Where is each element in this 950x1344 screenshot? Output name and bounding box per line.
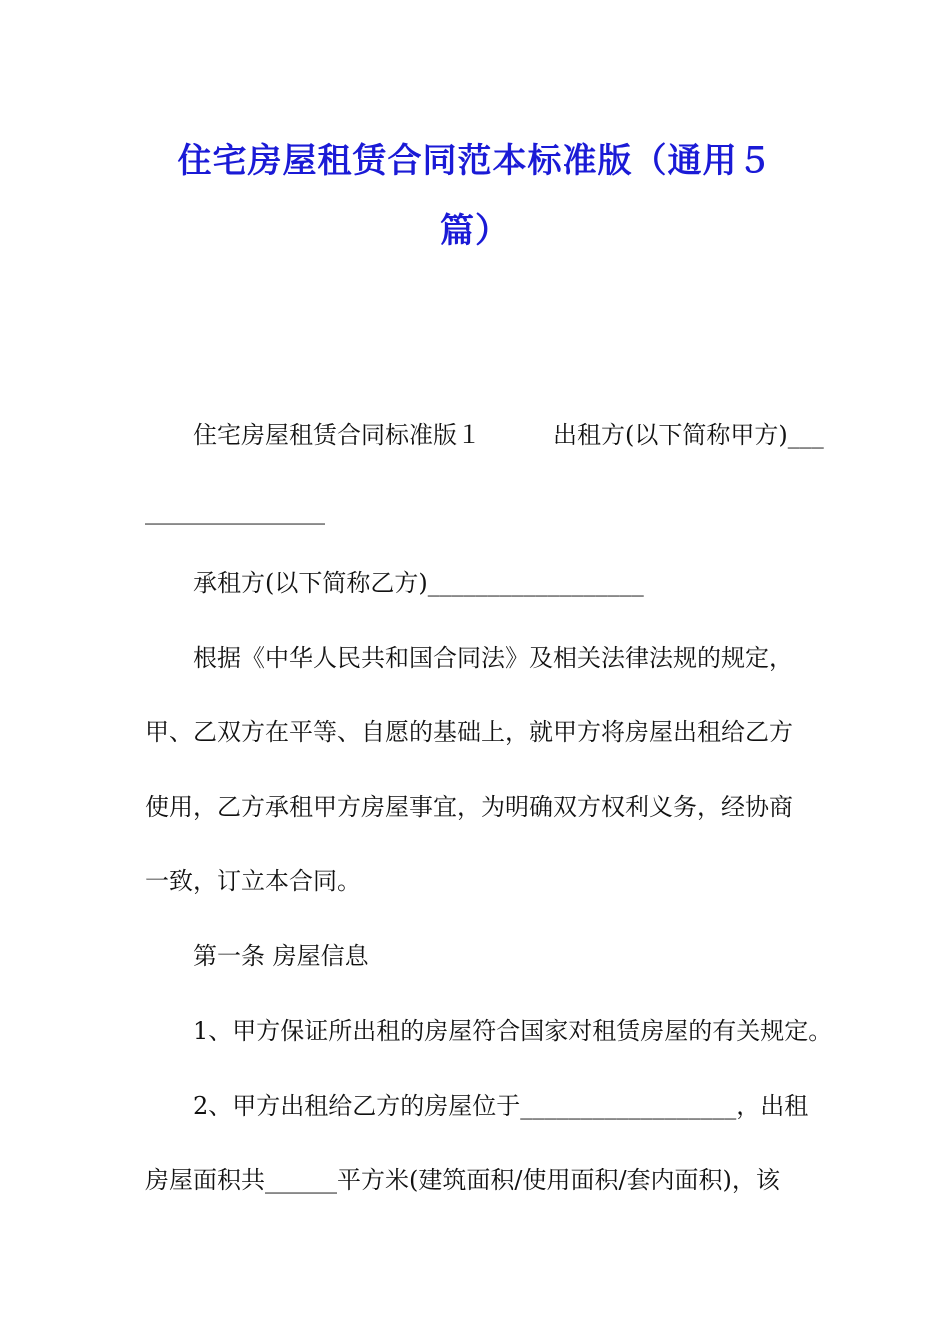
body-line-7: 一致，订立本合同。 xyxy=(145,867,361,895)
body-line-5: 甲、乙双方在平等、自愿的基础上，就甲方将房屋出租给乙方 xyxy=(145,718,793,746)
body-line-10: 2、甲方出租给乙方的房屋位于__________________，出租 xyxy=(193,1092,809,1120)
body-line-11: 房屋面积共______平方米(建筑面积/使用面积/套内面积)，该 xyxy=(145,1166,780,1194)
document-title-line-2: 篇） xyxy=(440,211,510,251)
body-line-3: 承租方(以下简称乙方)__________________ xyxy=(193,569,644,597)
section-heading: 第一条 房屋信息 xyxy=(193,942,369,970)
body-line-2: _______________ xyxy=(145,497,325,525)
body-line-9: 1、甲方保证所出租的房屋符合国家对租赁房屋的有关规定。 xyxy=(193,1017,833,1045)
body-line-4: 根据《中华人民共和国合同法》及相关法律法规的规定， xyxy=(193,644,793,672)
document-title-line-1: 住宅房屋租赁合同范本标准版（通用５ xyxy=(177,141,773,181)
body-line-1: 住宅房屋租赁合同标准版１ 出租方(以下简称甲方)___ xyxy=(193,421,824,449)
body-line-6: 使用，乙方承租甲方房屋事宜，为明确双方权利义务，经协商 xyxy=(145,793,793,821)
